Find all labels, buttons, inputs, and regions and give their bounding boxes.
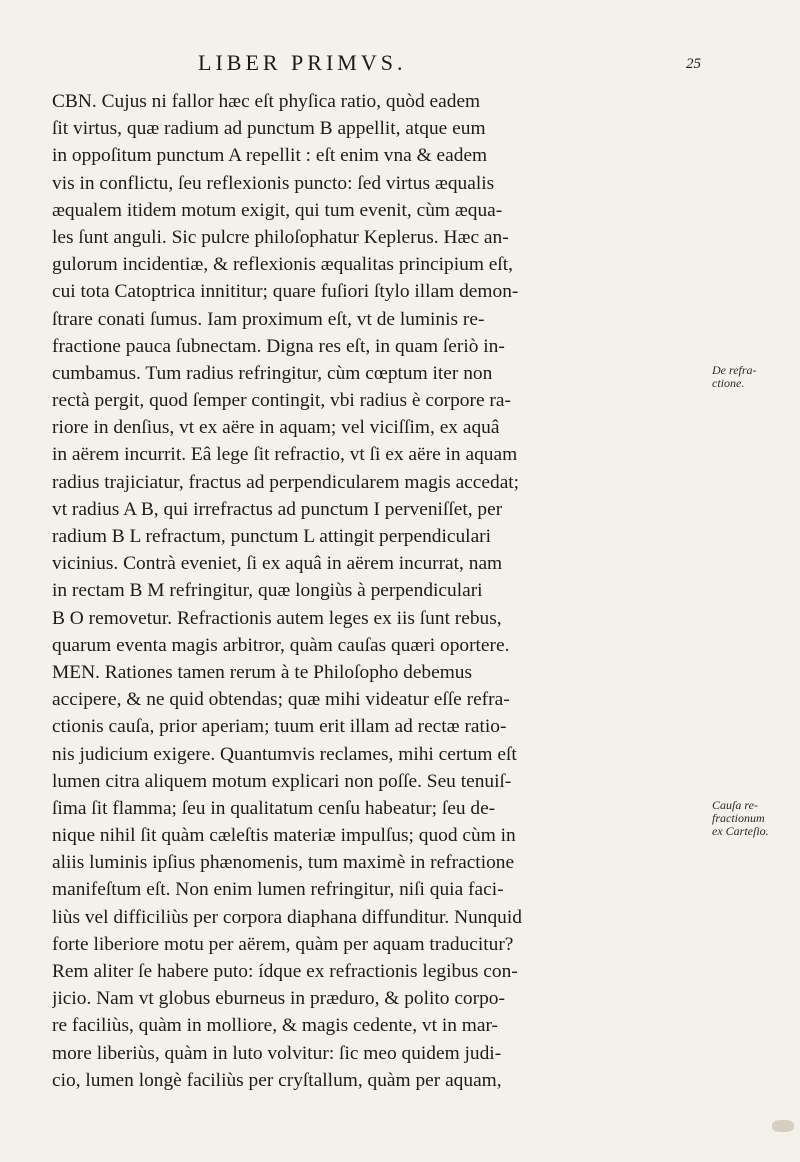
- running-head: LIBER PRIMVS.: [198, 50, 407, 75]
- text-line: rectà pergit, quod ſemper contingit, vbi radius è corpore ra-: [52, 390, 511, 412]
- text-line: Rem aliter ſe habere puto: ídque ex refractionis legibus con-: [52, 961, 518, 982]
- text-line: les ſunt anguli. Sic pulcre philoſophatur Keplerus. Hæc an-: [52, 226, 509, 248]
- body-text: [52, 88, 706, 1094]
- text-line: CBN. Cujus ni fallor hæc eſt phyſica ratio, quòd eadem: [52, 91, 481, 112]
- paper-stain: [772, 1120, 794, 1132]
- text-line: ctionis cauſa, prior aperiam; tuum erit illam ad rectæ ratio-: [52, 716, 507, 738]
- margin-note-line: Cauſa re-: [712, 798, 758, 813]
- text-line: more liberiùs, quàm in luto volvitur: ſic meo quidem judi-: [52, 1042, 502, 1064]
- text-line: manifeſtum eſt. Non enim lumen refringitur, niſi quia faci-: [52, 879, 504, 901]
- text-line: liùs vel difficiliùs per corpora diaphana diffunditur. Nunquid: [52, 906, 522, 928]
- text-line: vis in conflictu, ſeu reflexionis puncto: ſed virtus æqualis: [52, 172, 495, 194]
- text-line: nique nihil ſit quàm cæleſtis materiæ impulſus; quod cùm in: [52, 825, 516, 847]
- margin-note: [712, 799, 792, 838]
- text-line: forte liberiore motu per aërem, quàm per aquam traducitur?: [52, 933, 514, 955]
- text-line: riore in denſius, vt ex aëre in aquam; vel viciſſim, ex aquâ: [52, 417, 500, 439]
- text-line: nis judicium exigere. Quantumvis reclames, mihi certum eſt: [52, 743, 517, 765]
- text-line: fractione pauca ſubnectam. Digna res eſt, in quam ſeriò in-: [52, 335, 505, 357]
- text-line: cumbamus. Tum radius refringitur, cùm cœptum iter non: [52, 362, 493, 384]
- margin-note-line: ex Carteſio.: [712, 824, 769, 839]
- text-line: MEN. Rationes tamen rerum à te Philoſopho debemus: [52, 661, 473, 683]
- text-line: in oppoſitum punctum A repellit : eſt enim vna & eadem: [52, 145, 488, 167]
- text-line: vicinius. Contrà eveniet, ſi ex aquâ in aërem incurrat, nam: [52, 553, 503, 575]
- text-line: in aërem incurrit. Eâ lege ſit refractio, vt ſi ex aëre in aquam: [52, 444, 518, 466]
- text-line: in rectam B M refringitur, quæ longiùs à perpendiculari: [52, 580, 483, 602]
- text-line: B O removetur. Refractionis autem leges ex iis ſunt rebus,: [52, 607, 502, 629]
- text-line: gulorum incidentiæ, & reflexionis æqualitas principium eſt,: [52, 254, 513, 276]
- margin-note: [712, 364, 792, 390]
- text-line: cui tota Catoptrica innititur; quare fuſiori ſtylo illam demon-: [52, 281, 519, 303]
- text-line: radius trajiciatur, fractus ad perpendicularem magis accedat;: [52, 471, 520, 493]
- text-line: re faciliùs, quàm in molliore, & magis cedente, vt in mar-: [52, 1015, 499, 1037]
- text-line: jicio. Nam vt globus eburneus in præduro, & polito corpo-: [52, 988, 505, 1010]
- text-line: aliis luminis ipſius phænomenis, tum maximè in refractione: [52, 852, 515, 874]
- text-line: ſit virtus, quæ radium ad punctum B appellit, atque eum: [52, 118, 486, 140]
- text-line: quarum eventa magis arbitror, quàm cauſas quæri oportere.: [52, 634, 510, 656]
- text-line: accipere, & ne quid obtendas; quæ mihi videatur eſſe refra-: [52, 689, 510, 711]
- margin-note-line: De refra-: [712, 363, 757, 377]
- text-line: vt radius A B, qui irrefractus ad punctum I perveniſſet, per: [52, 498, 503, 520]
- text-line: æqualem itidem motum exigit, qui tum evenit, cùm æqua-: [52, 199, 503, 221]
- text-line: cio, lumen longè faciliùs per cryſtallum, quàm per aquam,: [52, 1069, 502, 1091]
- margin-note-line: ctione.: [712, 376, 745, 390]
- margin-note-line: fractionum: [712, 811, 765, 826]
- text-line: ſima ſit flamma; ſeu in qualitatum cenſu habeatur; ſeu de-: [52, 797, 496, 819]
- text-line: radium B L refractum, punctum L attingit perpendiculari: [52, 526, 492, 547]
- text-line: lumen citra aliquem motum explicari non poſſe. Seu tenuiſ-: [52, 770, 512, 792]
- page-number: 25: [686, 56, 701, 72]
- text-line: ſtrare conati ſumus. Iam proximum eſt, vt de luminis re-: [52, 308, 485, 330]
